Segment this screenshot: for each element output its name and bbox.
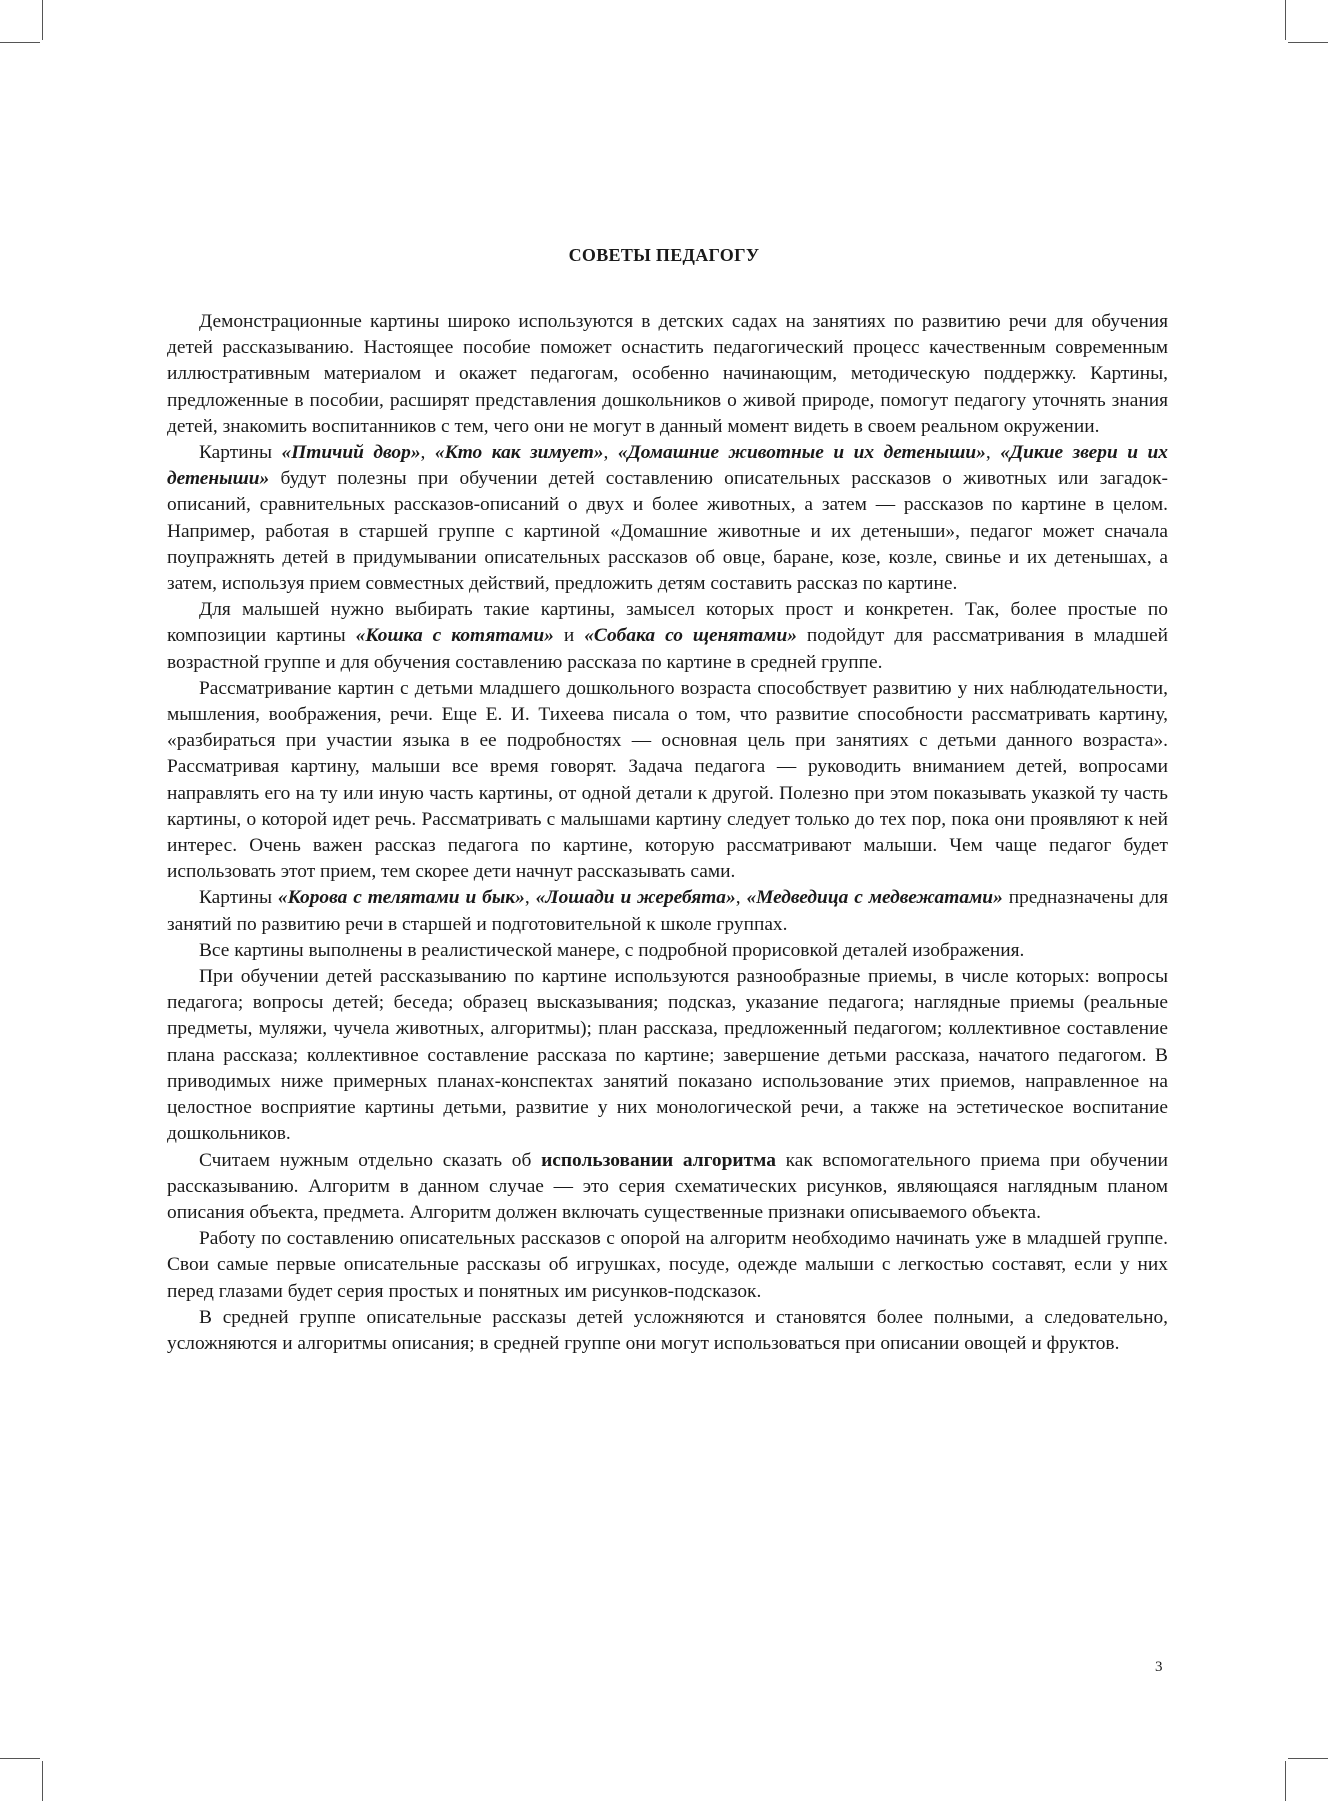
text-run: Рассматривание картин с детьми младшего дошкольного возраста способствует развитию у них наблюдательности, мышления, воображения, речи. Еще Е. И. Тихеева писала о том, что развитие способности рассматривать картину, «разбираться при участии языка в ее подробностях — основная цель при занятиях с детьми данного возраста». Рассматривая картину, малыши все время говорят. Задача педагога — руководить вниманием детей, вопросами направлять его на ту или иную часть картины, от одной детали к другой. Полезно при этом показывать указкой ту часть картины, о которой идет речь. Рассматривать с малышами картину следует только до тех пор, пока они проявляют к ней интерес. Очень важен рассказ педагога по картине, которую рассматривают малыши. Чем чаще педагог будет использовать этот прием, тем скорее дети начнут рассказывать сами. — [167, 677, 1168, 883]
text-run: подойдут для рассматривания в младшей возрастной группе и для обучения составлению рассказа по картине в средней группе. — [167, 625, 1168, 673]
paragraph — [167, 676, 1168, 886]
paragraph — [167, 309, 1168, 440]
text-run: Картины — [199, 442, 282, 464]
page-number: 3 — [1155, 1659, 1163, 1675]
emphasized-text: «Собака со щенятами» — [584, 625, 797, 647]
text-run: Демонстрационные картины широко используются в детских садах на занятиях по развитию речи для обучения детей рассказыванию. Настоящее пособие поможет оснастить педагогический процесс качественным современным иллюстративным материалом и окажет педагогам, особенно начинающим, методическую поддержку. Картины, предложенные в пособии, расширят представления дошкольников о живой природе, помогут педагогу уточнять знания детей, знакомить воспитанников с тем, чего они не могут в данный момент видеть в своем реальном окружении. — [167, 311, 1168, 437]
emphasized-text: использовании алгоритма — [541, 1149, 776, 1171]
crop-mark-top-left — [42, 0, 43, 40]
text-run: и — [553, 625, 585, 647]
text-run: Считаем нужным отдельно сказать об — [199, 1149, 542, 1171]
paragraph — [167, 885, 1168, 937]
emphasized-text: «Дикие звери и их детеныши» — [167, 442, 1169, 490]
page-title: СОВЕТЫ ПЕДАГОГУ — [568, 245, 760, 266]
text-run: Картины — [199, 887, 278, 909]
paragraph — [167, 1305, 1168, 1357]
text-run: как вспомогательного приема при обучении рассказыванию. Алгоритм в данном случае — это серия схематических рисунков, являющаяся наглядным планом описания объекта, предмета. Алгоритм должен включать существенные признаки описываемого объекта. — [167, 1149, 1168, 1223]
text-run: Для малышей нужно выбирать такие картины, замысел которых прост и конкретен. Так, более простые по композиции картины — [167, 599, 1168, 647]
emphasized-text: «Корова с телятами и бык» — [277, 887, 525, 909]
text-run: При обучении детей рассказыванию по картине используются разнообразные приемы, в числе которых: вопросы педагога; вопросы детей; беседа; образец высказывания; подсказ, указание педагога; наглядные приемы (реальные предметы, муляжи, чучела животных, алгоритмы); план рассказа, предложенный педагогом; коллективное составление плана рассказа; коллективное составление рассказа по картине; завершение детьми рассказа, начатого педагогом. В приводимых ниже примерных планах-конспектах занятий показано использование этих приемов, направленное на целостное восприятие картины детьми, развитие у них монологической речи, а также на эстетическое воспитание дошкольников. — [167, 966, 1168, 1145]
crop-mark-right-top — [1288, 42, 1328, 43]
paragraph — [167, 1226, 1168, 1305]
crop-mark-top-right — [1285, 0, 1286, 40]
paragraph — [167, 964, 1168, 1147]
paragraph — [167, 938, 1168, 964]
text-run: Все картины выполнены в реалистической манере, с подробной прорисовкой деталей изображения. — [199, 939, 1025, 961]
text-run: , — [985, 442, 1001, 464]
text-run: , — [735, 887, 747, 909]
text-run: , — [420, 442, 435, 464]
paragraph — [167, 1148, 1168, 1227]
crop-mark-right-bottom — [1288, 1758, 1328, 1759]
crop-mark-left-bottom — [0, 1758, 40, 1759]
text-run: будут полезны при обучении детей составлению описательных рассказов о животных или загадок-описаний, сравнительных рассказов-описаний о двух и более животных, а затем — рассказов по картине в целом. Например, работая в старшей группе с картиной «Домашние животные и их детеныши», педагог может сначала поупражнять детей в придумывании описательных рассказов об овце, баране, козе, козле, свинье и их детенышах, а затем, используя прием совместных действий, предложить детям составить рассказ по картине. — [167, 468, 1168, 595]
article-body — [167, 309, 1168, 1357]
paragraph — [167, 440, 1168, 597]
emphasized-text: «Кто как зимует» — [434, 442, 604, 464]
emphasized-text: «Лошади и жеребята» — [535, 887, 736, 909]
emphasized-text: «Кошка с котятами» — [355, 625, 554, 647]
crop-mark-bottom-left — [42, 1761, 43, 1801]
text-run: , — [603, 442, 618, 464]
text-run: В средней группе описательные рассказы детей усложняются и становятся более полными, а следовательно, усложняются и алгоритмы описания; в средней группе они могут использоваться при описании овощей и фруктов. — [167, 1306, 1168, 1354]
crop-mark-bottom-right — [1285, 1761, 1286, 1801]
emphasized-text: «Птичий двор» — [281, 442, 421, 464]
text-run: Работу по составлению описательных рассказов с опорой на алгоритм необходимо начинать уже в младшей группе. Свои самые первые описательные рассказы об игрушках, посуде, одежде малыши с легкостью составят, если у них перед глазами будет серия простых и понятных им рисунков-подсказок. — [167, 1228, 1168, 1302]
text-run: , — [524, 887, 536, 909]
emphasized-text: «Медведица с медвежатами» — [746, 887, 1003, 909]
text-run: предназначены для занятий по развитию речи в старшей и подготовительной к школе группах. — [167, 887, 1168, 935]
emphasized-text: «Домашние животные и их детеныши» — [617, 442, 986, 464]
crop-mark-left-top — [0, 42, 40, 43]
paragraph — [167, 597, 1168, 676]
